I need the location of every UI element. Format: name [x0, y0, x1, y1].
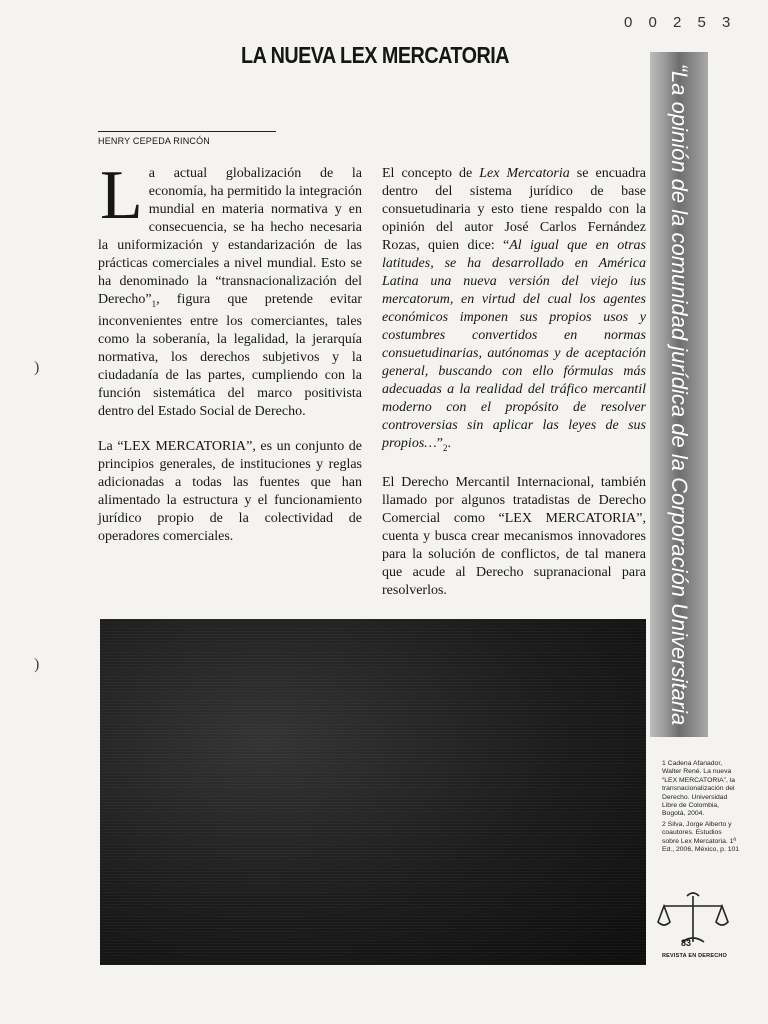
sidebar-banner — [650, 52, 708, 737]
footnote-2: 2 Silva, Jorge Alberto y coautores. Estudios sobre Lex Mercatoria. 1ª Ed., 2006, México, p. 101 — [662, 820, 740, 854]
intro-text: a actual globalización de la economía, ha permitido la integración mundial en materia normativa y en consecuencia, se ha hecho necesaria la uniformización y estandarización de las prácticas comerciales a nivel mundial. Esto se ha denominado la “transnacionalización del Derecho” — [98, 166, 362, 307]
article-photo — [100, 619, 646, 965]
author-rule — [98, 131, 276, 132]
left-column — [98, 157, 362, 546]
intro-text-continued: , figura que pretende evitar inconvenientes entre los comerciantes, tales como la soberanía, la legalidad, la jerarquía normativa, los derechos subjetivos y la ciudadanía de las partes, cumpliendo con la función sistemática del marco positivista dentro del Estado Social de Derecho. — [98, 292, 362, 419]
definition-paragraph: La “LEX MERCATORIA”, es un conjunto de principios generales, de instituciones y reglas adicionadas a todas las fuentes que han alimentado la estructura y el funcionamiento jurídico propio de la colectividad de operadores comerciales. — [98, 438, 362, 544]
quotation-text: Al igual que en otras latitudes, se ha desarrollado en América Latina una nueva versión del viejo ius mercatorum, en virtud del cual los agentes económicos imponen sus propios usos y costumbres convertidos en normas consuetudinarias, autónomas y de aceptación general, buscando con ello fórmulas más adecuadas a la realidad del tráfico mercantil moderno con el propósito de resolver controversias sin aplicar las leyes de sus propios… — [382, 238, 646, 451]
lex-mercatoria-term: Lex Mercatoria — [479, 166, 570, 181]
right-column — [382, 165, 646, 600]
page-number: 0 0 2 5 3 — [624, 14, 737, 31]
concept-paragraph — [382, 165, 646, 457]
international-law-paragraph: El Derecho Mercantil Internacional, también llamado por algunos tratadistas de Derecho Comercial como “LEX MERCATORIA”, cuenta y busca crear mecanismos innovadores para la solución de conflictos, de tal manera que acude al Derecho supranacional para resolverlos. — [382, 474, 646, 598]
footnote-1: 1 Cadena Afanador, Walter René. La nueva “LEX MERCATORIA”, la transnacionalización del Derecho. Universidad Libre de Colombia, Bogotá, 2004. — [662, 760, 736, 818]
justice-scale-logo-icon — [656, 890, 730, 952]
author-name: HENRY CEPEDA RINCÓN — [98, 136, 210, 146]
footnotes — [662, 760, 740, 856]
intro-paragraph — [98, 157, 362, 421]
footnote-ref-2[interactable]: 2 — [442, 442, 448, 453]
article-title: LA NUEVA LEX MERCATORIA — [241, 42, 509, 68]
drop-cap: L — [100, 157, 143, 234]
page-folio: 83 — [681, 938, 692, 948]
margin-mark: ) — [34, 359, 40, 376]
sidebar-quote: “La opinión de la comunidad jurídica de la Corporación Universitaria — [667, 63, 692, 726]
margin-mark: ) — [34, 656, 40, 673]
concept-intro: El concepto de — [382, 166, 480, 181]
quotation-end: . — [447, 436, 451, 451]
magazine-label: REVISTA EN DERECHO — [662, 953, 728, 959]
quotation-close: ” — [436, 436, 443, 451]
concept-body: se encuadra dentro del sistema jurídico de base consuetudinaria y esto tiene respaldo con la opinión del autor José Carlos Fernández Rozas, quien dice: “ — [382, 166, 646, 253]
footnote-ref-1[interactable]: 1 — [151, 298, 157, 309]
